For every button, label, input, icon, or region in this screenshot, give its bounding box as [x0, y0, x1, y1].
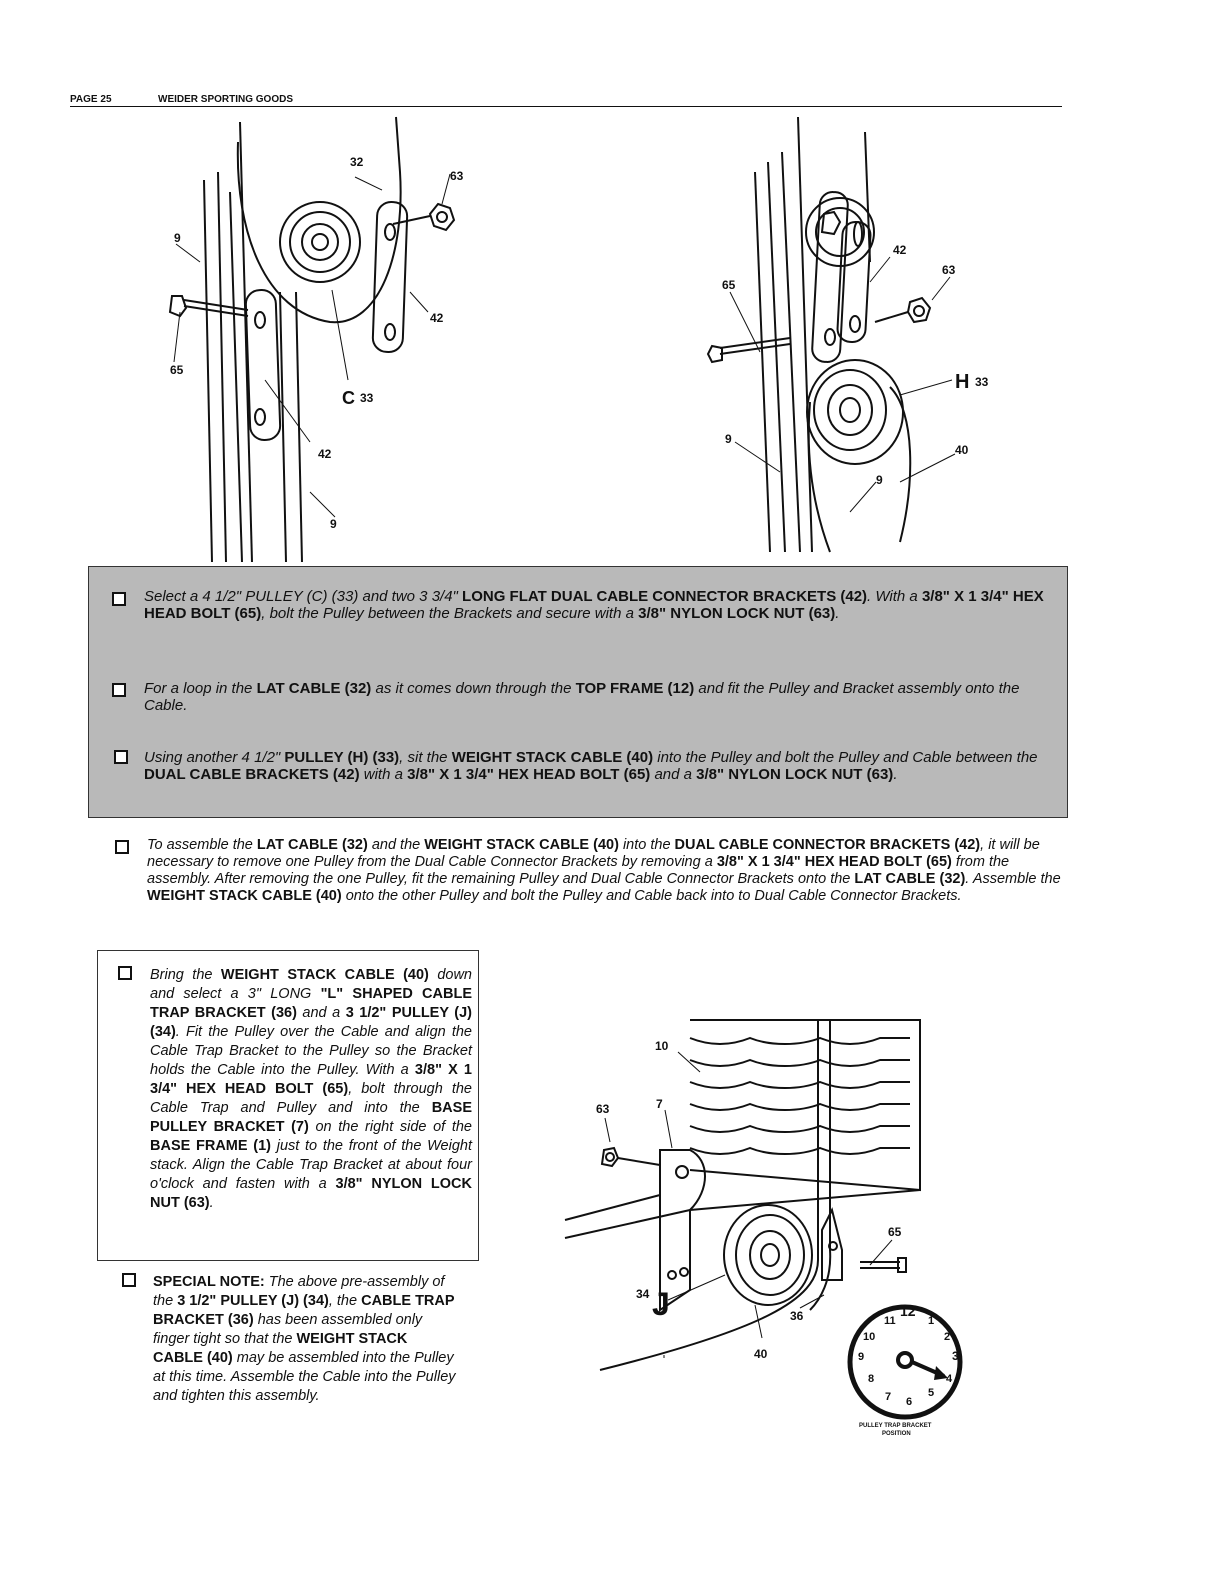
step-checkbox-6[interactable] [122, 1273, 136, 1287]
label-letter-j: J [652, 1286, 670, 1322]
label-letter-c: C [342, 388, 355, 408]
clock-caption-2: POSITION [882, 1431, 911, 1437]
clock-num-8: 8 [868, 1373, 875, 1385]
label-40: 40 [955, 443, 969, 457]
clock-num-5: 5 [928, 1387, 935, 1399]
label-32: 32 [350, 155, 364, 169]
step-checkbox-4[interactable] [115, 840, 129, 854]
page-number: PAGE 25 [70, 94, 112, 105]
label-34: 34 [636, 1287, 650, 1301]
label-42: 42 [430, 311, 444, 325]
special-note-text: SPECIAL NOTE: The above pre-assembly of the 3 1/2" PULLEY (J) (34), the CABLE TRAP BRACKET (36) has been assembled only finger tight so that the WEIGHT STACK CABLE (40) may be assembled into the Pulley at this time. Assemble the Cable into the Pulley and tighten this assembly. [153, 1274, 456, 1404]
label-65: 65 [888, 1225, 902, 1239]
label-40: 40 [754, 1347, 768, 1361]
label-7: 7 [656, 1097, 663, 1111]
label-36: 36 [790, 1309, 804, 1323]
label-63: 63 [942, 263, 956, 277]
step-checkbox-5[interactable] [118, 966, 132, 980]
clock-num-12: 12 [900, 1303, 916, 1319]
figure-top-left [160, 112, 490, 567]
label-42: 42 [893, 243, 907, 257]
clock-num-2: 2 [944, 1331, 951, 1343]
label-65: 65 [170, 363, 184, 377]
figure-top-right [700, 112, 1000, 567]
step-checkbox-2[interactable] [112, 683, 126, 697]
page-header [70, 94, 1062, 107]
clock-num-1: 1 [928, 1315, 935, 1327]
clock-num-4: 4 [946, 1373, 953, 1385]
step-5-text: Bring the WEIGHT STACK CABLE (40) down and select a 3" LONG "L" SHAPED CABLE TRAP BRACKET (36) and a 3 1/2" PULLEY (J) (34). Fit the Pulley over the Cable and align the Cable Trap Bracket to the Pulley so the Bracket holds the Cable into the Pulley. With a 3/8" X 1 3/4" HEX HEAD BOLT (65), bolt through the Cable Trap and Pulley and into the BASE PULLEY BRACKET (7) on the right side of the BASE FRAME (1) just to the front of the Weight stack. Align the Cable Trap Bracket at about four o'clock and fasten with a 3/8" NYLON LOCK NUT (63). [150, 967, 472, 1211]
label-9-lower: 9 [876, 473, 883, 487]
clock-caption-1: PULLEY TRAP BRACKET [859, 1423, 932, 1429]
label-65: 65 [722, 278, 736, 292]
clock-num-6: 6 [906, 1396, 913, 1408]
clock-num-9: 9 [858, 1351, 865, 1363]
clock-num-10: 10 [863, 1331, 876, 1343]
clock-num-11: 11 [884, 1315, 896, 1327]
step-2-text: For a loop in the LAT CABLE (32) as it comes down through the TOP FRAME (12) and fit the Pulley and Bracket assembly onto the Cable. [144, 680, 1020, 714]
clock-num-7: 7 [885, 1391, 892, 1403]
label-9: 9 [174, 231, 181, 245]
step-4-text: To assemble the LAT CABLE (32) and the WEIGHT STACK CABLE (40) into the DUAL CABLE CONNECTOR BRACKETS (42), it will be necessary to remove one Pulley from the Dual Cable Connector Brackets by removing a 3/8" X 1 3/4" HEX HEAD BOLT (65) from the assembly. After removing the one Pulley, fit the remaining Pulley and Dual Cable Connector Brackets onto the LAT CABLE (32). Assemble the WEIGHT STACK CABLE (40) onto the other Pulley and bolt the Pulley and Cable back into to Dual Cable Connector Brackets. [147, 837, 1061, 904]
step-3-text: Using another 4 1/2" PULLEY (H) (33), sit the WEIGHT STACK CABLE (40) into the Pulley and bolt the Pulley and Cable between the DUAL CABLE BRACKETS (42) with a 3/8" X 1 3/4" HEX HEAD BOLT (65) and a 3/8" NYLON LOCK NUT (63). [144, 749, 1038, 783]
step-checkbox-3[interactable] [114, 750, 128, 764]
label-10: 10 [655, 1039, 669, 1053]
label-33: 33 [975, 375, 989, 389]
label-letter-h: H [955, 371, 970, 393]
label-63: 63 [450, 169, 464, 183]
step-1-text: Select a 4 1/2" PULLEY (C) (33) and two 3 3/4" LONG FLAT DUAL CABLE CONNECTOR BRACKETS (42). With a 3/8" X 1 3/4" HEX HEAD BOLT (65), bolt the Pulley between the Brackets and secure with a 3/8" NYLON LOCK NUT (63). [144, 588, 1044, 622]
label-63: 63 [596, 1102, 610, 1116]
label-9-lower: 9 [330, 517, 337, 531]
clock-num-3: 3 [952, 1349, 959, 1363]
step-checkbox-1[interactable] [112, 592, 126, 606]
company-name: WEIDER SPORTING GOODS [158, 94, 294, 105]
figure-bottom [560, 1010, 1000, 1440]
label-33: 33 [360, 391, 374, 405]
label-42-lower: 42 [318, 447, 332, 461]
clock-diagram [850, 1303, 960, 1417]
label-9: 9 [725, 432, 732, 446]
